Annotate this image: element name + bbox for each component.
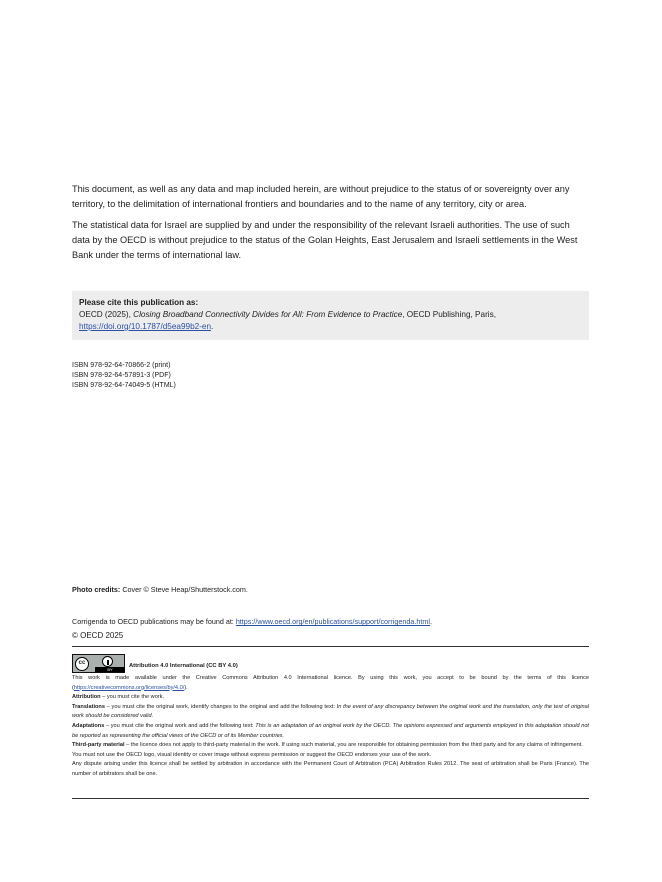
license-adaptations (72, 722, 589, 741)
license-header (72, 653, 589, 673)
citation-box (72, 291, 589, 340)
isbn-pdf: ISBN 978-92-64-57891-3 (PDF) (72, 372, 171, 379)
disclaimer-israel: The statistical data for Israel are supplied by and under the responsibility of the relevant Israeli authorities. The use of such data by the OECD is without prejudice to the status of the Golan Heights, East Jerusalem and Israeli settlements in the West Bank under the terms of international law. (72, 220, 578, 260)
translations-label: Translations (72, 703, 105, 710)
license-intro-end: ). (184, 684, 188, 691)
citation-heading: Please cite this publication as: (79, 298, 199, 307)
corrigenda-link[interactable]: https://www.oecd.org/en/publications/support/corrigenda.html (235, 617, 430, 626)
license-logo-notice: You must not use the OECD logo, visual identity or cover image without express permission or suggest the OECD endorses your use of the work. (72, 751, 432, 758)
translations-text: – you must cite the original work, identify changes to the original and add the following text: (104, 703, 337, 710)
disclaimer-territory: This document, as well as any data and map included herein, are without prejudice to the status of or sovereignty over any territory, to the delimitation of international frontiers and boundaries and to the name of any territory, city or area. (72, 184, 570, 209)
third-party-text: – the licence does not apply to third-party material in the work. If using such material, you are responsible for obtaining permission from the third party and for any claims of infringement. (124, 742, 583, 749)
license-intro (72, 674, 589, 693)
citation-text (79, 309, 582, 321)
third-party-label: Third-party material (72, 742, 125, 749)
divider-bottom (72, 798, 589, 799)
photo-credits-text: Cover © Steve Heap/Shutterstock.com. (120, 585, 248, 594)
corrigenda-text: Corrigenda to OECD publications may be found at: (72, 617, 236, 626)
attribution-label: Attribution (72, 694, 101, 701)
citation-prefix: OECD (2025), (79, 310, 134, 319)
citation-doi-link[interactable]: https://doi.org/10.1787/d5ea99b2-en (79, 322, 212, 331)
photo-credits-label: Photo credits: (72, 585, 121, 594)
adaptations-italic: This is an adaptation of an original work by the OECD. The opinions expressed and arguments employed in this adaptation should not be reported as representing the official views of the OECD or of its Member countries. (72, 722, 589, 739)
divider-top (72, 646, 589, 647)
disclaimer-section (72, 182, 589, 269)
isbn-print: ISBN 978-92-64-70866-2 (print) (72, 362, 171, 369)
photo-credits (72, 585, 248, 594)
attribution-text: – you must cite the work. (100, 694, 165, 701)
by-label: BY (95, 667, 125, 672)
license-third-party (72, 741, 589, 751)
corrigenda-line (72, 617, 432, 626)
corrigenda-end: . (429, 617, 432, 626)
license-translations (72, 703, 589, 722)
copyright: © OECD 2025 (72, 631, 124, 640)
citation-suffix: , OECD Publishing, Paris, (402, 310, 496, 319)
isbn-html: ISBN 978-92-64-74049-5 (HTML) (72, 382, 176, 389)
cc-by-badge[interactable] (72, 654, 125, 673)
license-url-link[interactable]: https://creativecommons.org/licenses/by/4.0/ (73, 684, 185, 691)
isbn-list (72, 361, 176, 391)
citation-title: Closing Broadband Connectivity Divides for All: From Evidence to Practice (133, 310, 403, 319)
attribution-person-icon (102, 656, 113, 667)
license-intro-text: This work is made available under the Creative Commons Attribution 4.0 International licence. By using this work, you accept to be bound by the terms of this licence ( (72, 675, 589, 691)
license-title: Attribution 4.0 International (CC BY 4.0) (129, 663, 238, 670)
cc-icon: cc (75, 657, 89, 671)
adaptations-label: Adaptations (72, 722, 105, 729)
license-arbitration: Any dispute arising under this licence shall be settled by arbitration in accordance with the Permanent Court of Arbitration (PCA) Arbitration Rules 2012. The seat of arbitration shall be Paris (France). The number of arbitrators shall be one. (72, 761, 589, 777)
citation-doi-line (79, 321, 582, 333)
license-section (72, 653, 589, 780)
adaptations-text: – you must cite the original work and add the following text: (104, 722, 256, 729)
license-attribution (72, 693, 589, 703)
translations-italic: In the event of any discrepancy between the original work and the translation, only the text of original work should be considered valid. (72, 703, 589, 720)
citation-doi-end: . (211, 322, 214, 331)
